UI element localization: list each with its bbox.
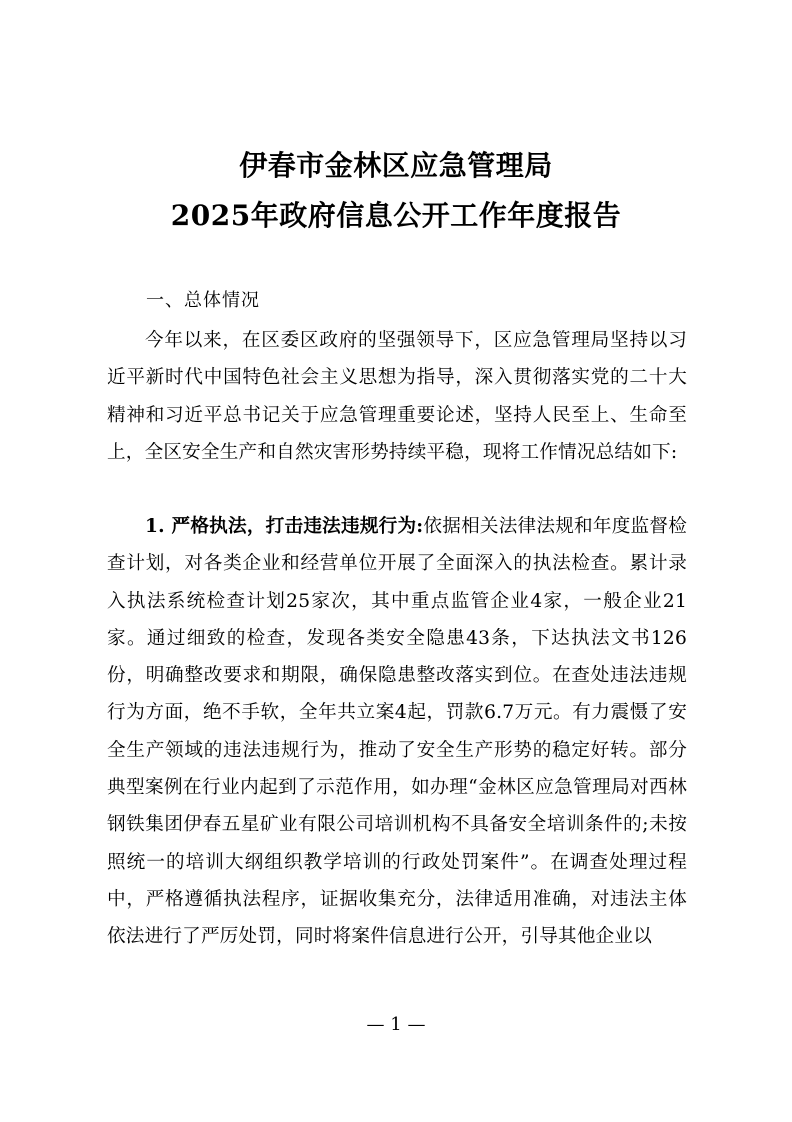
page-number: — 1 — bbox=[366, 1014, 426, 1035]
paragraph-enforcement-body: 依据相关法律法规和年度监督检查计划，对各类企业和经营单位开展了全面深入的执法检查。累计录入执法系统检查计划25家次，其中重点监管企业4家，一般企业21家。通过细致的检查，发现各类安全隐患43条，下达执法文书126份，明确整改要求和期限，确保隐患整改落实到位。在查处违法违规行为方面，绝不手软，全年共立案4起，罚款6.7万元。有力震慑了安全生产领域的违法违规行为，推动了安全生产形势的稳定好转。部分典型案例在行业内起到了示范作用，如办理“金林区应急管理局对西林钢铁集团伊春五星矿业有限公司培训机构不具备安全培训条件的;未按照统一的培训大纲组织教学培训的行政处罚案件”。在调查处理过程中，严格遵循执法程序，证据收集充分，法律适用准确，对违法主体依法进行了严厉处罚，同时将案件信息进行公开，引导其他企业以 bbox=[107, 516, 687, 948]
section-heading: 一、总体情况 bbox=[146, 290, 260, 311]
document-title-line-1: 伊春市金林区应急管理局 bbox=[239, 149, 553, 182]
paragraph-enforcement bbox=[107, 508, 687, 956]
paragraph-enforcement-lead: 1. 严格执法，打击违法违规行为: bbox=[145, 516, 424, 537]
paragraph-overview: 今年以来，在区委区政府的坚强领导下，区应急管理局坚持以习近平新时代中国特色社会主义思想为指导，深入贯彻落实党的二十大精神和习近平总书记关于应急管理重要论述，坚持人民至上、生命至上，全区安全生产和自然灾害形势持续平稳，现将工作情况总结如下: bbox=[107, 330, 687, 463]
document-title-line-2: 2025年政府信息公开工作年度报告 bbox=[170, 199, 622, 232]
